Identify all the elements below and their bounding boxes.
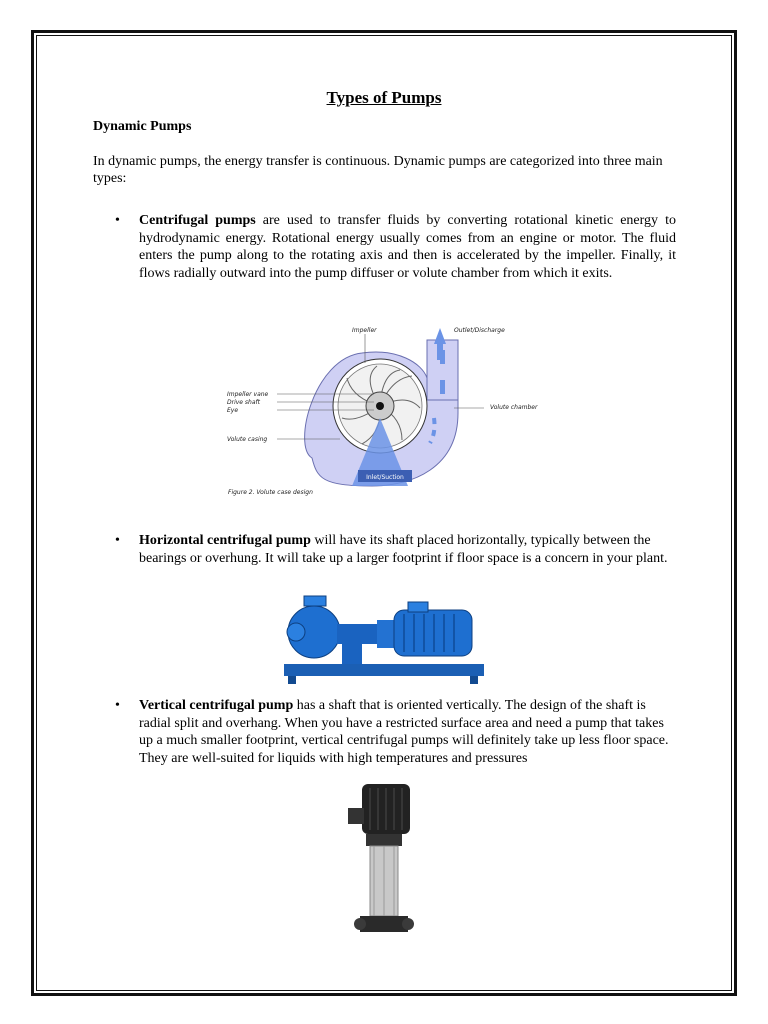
bullet-dot: • [115, 698, 120, 713]
flow-arrow [440, 380, 445, 394]
pump-support [342, 644, 362, 664]
bullet-term: Horizontal centrifugal pump [139, 533, 311, 548]
vpump-base [360, 916, 408, 932]
vpump-coupling [366, 834, 402, 846]
vpump-flange [354, 918, 366, 930]
bullet-centrifugal [139, 212, 676, 282]
vpump-flange [402, 918, 414, 930]
pump-bearing [337, 624, 377, 644]
flow-arrow [440, 350, 445, 364]
pump-coupling [377, 620, 395, 648]
inlet-label: Inlet/Suction [366, 474, 404, 481]
figure-caption: Figure 2. Volute case design [228, 489, 313, 496]
pump-outlet-flange [304, 596, 326, 606]
page-title: Types of Pumps [326, 88, 442, 107]
bullet-body: will have its shaft placed horizontally, typically between the bearings or overhung. It will take up a larger footprint if floor space is a concern in your plant. [139, 533, 668, 566]
motor-terminal-box [408, 602, 428, 612]
intro-paragraph: In dynamic pumps, the energy transfer is continuous. Dynamic pumps are categorized into three main types: [93, 154, 663, 186]
vertical-pump-image [340, 780, 420, 936]
bullet-body: are used to transfer fluids by converting rotational kinetic energy to hydrodynamic energy. Rotational energy usually comes from an engine or motor. The fluid enters the pump along to the rotating axis and then is accelerated by the impeller. Finally, it flows radially outward into the pump diffuser or volute chamber from which it exits. [139, 213, 677, 281]
bullet-dot: • [115, 533, 120, 548]
pump-base [284, 664, 484, 676]
bullet-term: Centrifugal pumps [139, 213, 256, 228]
pump-motor [394, 610, 472, 656]
label-eye: Eye [227, 407, 239, 414]
bullet-dot: • [115, 213, 120, 228]
base-foot [470, 676, 478, 684]
label-volute-casing: Volute casing [227, 436, 268, 443]
label-impeller: Impeller [352, 327, 377, 334]
label-drive-shaft: Drive shaft [227, 399, 260, 406]
bullet-vertical [139, 697, 676, 767]
section-heading: Dynamic Pumps [93, 119, 192, 134]
bullet-horizontal [139, 532, 676, 567]
bullet-term: Vertical centrifugal pump [139, 698, 294, 713]
volute-diagram [222, 318, 542, 500]
label-outlet: Outlet/Discharge [454, 327, 505, 334]
pump-inlet-flange [287, 623, 305, 641]
outlet-arrow [434, 328, 446, 344]
label-volute-chamber: Volute chamber [490, 404, 538, 411]
horizontal-pump-image [282, 590, 487, 688]
label-impeller-vane: Impeller vane [227, 391, 269, 398]
vpump-terminal-box [348, 808, 364, 824]
drive-shaft-dot [376, 402, 384, 410]
base-foot [288, 676, 296, 684]
bullet-body: has a shaft that is oriented vertically. The design of the shaft is radial split and overhang. When you have a restricted surface area and need a pump that takes up a much smaller footprint, vertical centrifugal pumps will definitely take up less floor space. They are well-suited for liquids with high temperatures and pressures [139, 698, 669, 766]
